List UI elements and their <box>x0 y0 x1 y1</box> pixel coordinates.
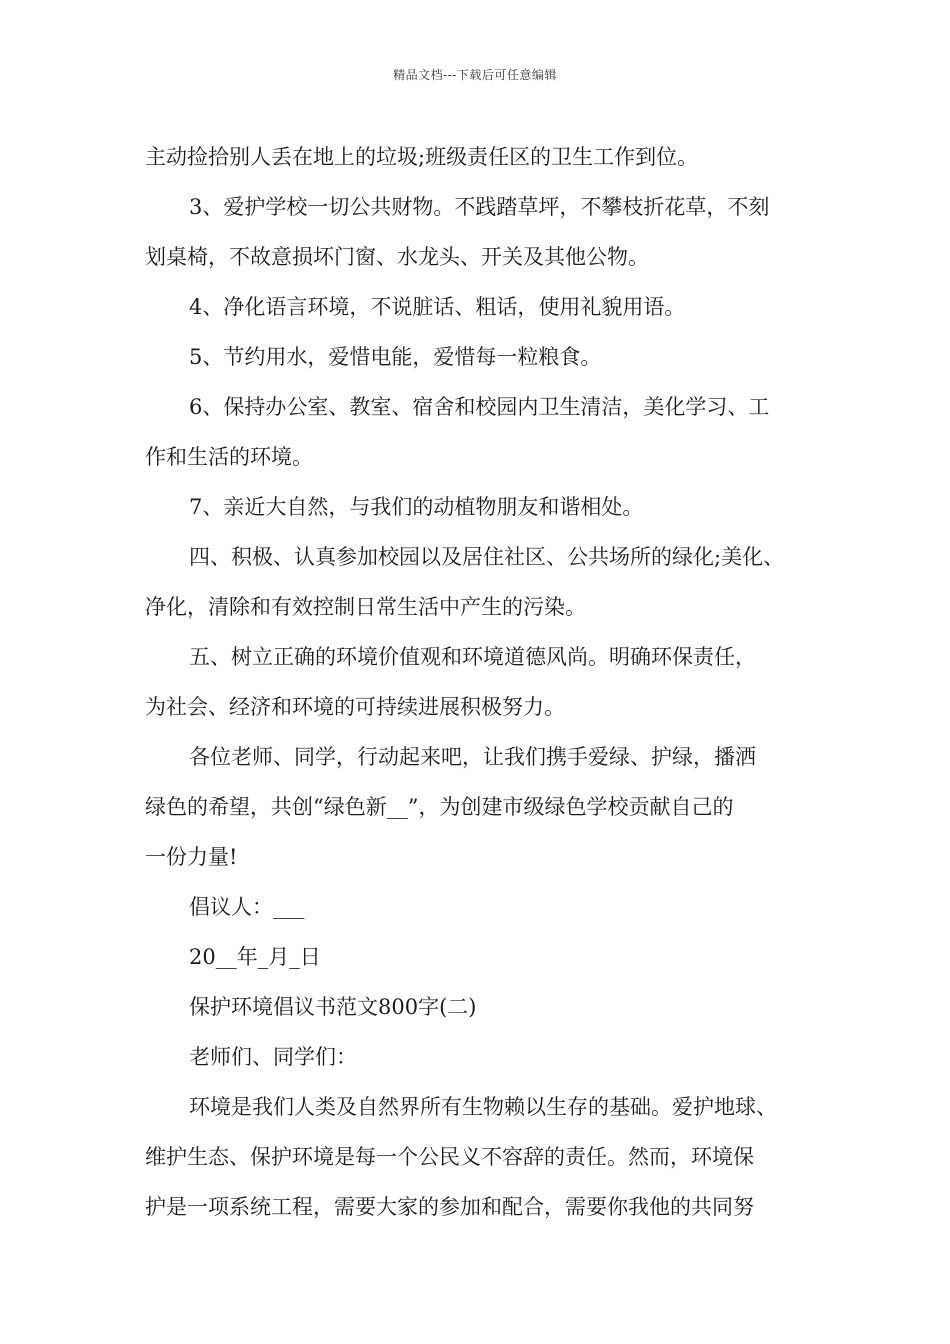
text-line: 主动捡拾别人丢在地上的垃圾;班级责任区的卫生工作到位。 <box>145 145 699 169</box>
text-line: 5、节约用水，爱惜电能，爱惜每一粒粮食。 <box>189 345 602 369</box>
text-line: 护是一项系统工程，需要大家的参加和配合，需要你我他的共同努 <box>145 1195 754 1219</box>
text-line: 一份力量! <box>145 845 238 869</box>
text-line: 划桌椅，不故意损坏门窗、水龙头、开关及其他公物。 <box>145 245 649 269</box>
text-line: 4、净化语言环境，不说脏话、粗话，使用礼貌用语。 <box>189 295 686 319</box>
text-line: 环境是我们人类及自然界所有生物赖以生存的基础。爱护地球、 <box>189 1095 777 1119</box>
text-line: 绿色的希望，共创“绿色新__”，为创建市级绿色学校贡献自己的 <box>145 795 734 819</box>
text-line: 四、积极、认真参加校园以及居住社区、公共场所的绿化;美化、 <box>189 545 785 569</box>
text-line: 3、爱护学校一切公共财物。不践踏草坪，不攀枝折花草，不刻 <box>189 195 770 219</box>
document-body <box>145 132 825 1232</box>
text-line: 作和生活的环境。 <box>145 445 313 469</box>
text-line: 维护生态、保护环境是每一个公民义不容辞的责任。然而，环境保 <box>145 1145 754 1169</box>
date-line: 20__年_月_日 <box>189 945 321 969</box>
text-line: 为社会、经济和环境的可持续进展积极努力。 <box>145 695 565 719</box>
text-line: 6、保持办公室、教室、宿舍和校园内卫生清洁，美化学习、工 <box>189 395 770 419</box>
text-line: 各位老师、同学，行动起来吧，让我们携手爱绿、护绿，播洒 <box>189 745 756 769</box>
page-header: 精品文档---下载后可任意编辑 <box>393 68 557 82</box>
salutation: 老师们、同学们： <box>189 1045 357 1069</box>
section-title: 保护环境倡议书范文800字(二) <box>189 995 477 1019</box>
signature-line: 倡议人：___ <box>189 895 305 919</box>
text-line: 五、树立正确的环境价值观和环境道德风尚。明确环保责任， <box>189 645 756 669</box>
text-line: 7、亲近大自然，与我们的动植物朋友和谐相处。 <box>189 495 644 519</box>
text-line: 净化，清除和有效控制日常生活中产生的污染。 <box>145 595 586 619</box>
